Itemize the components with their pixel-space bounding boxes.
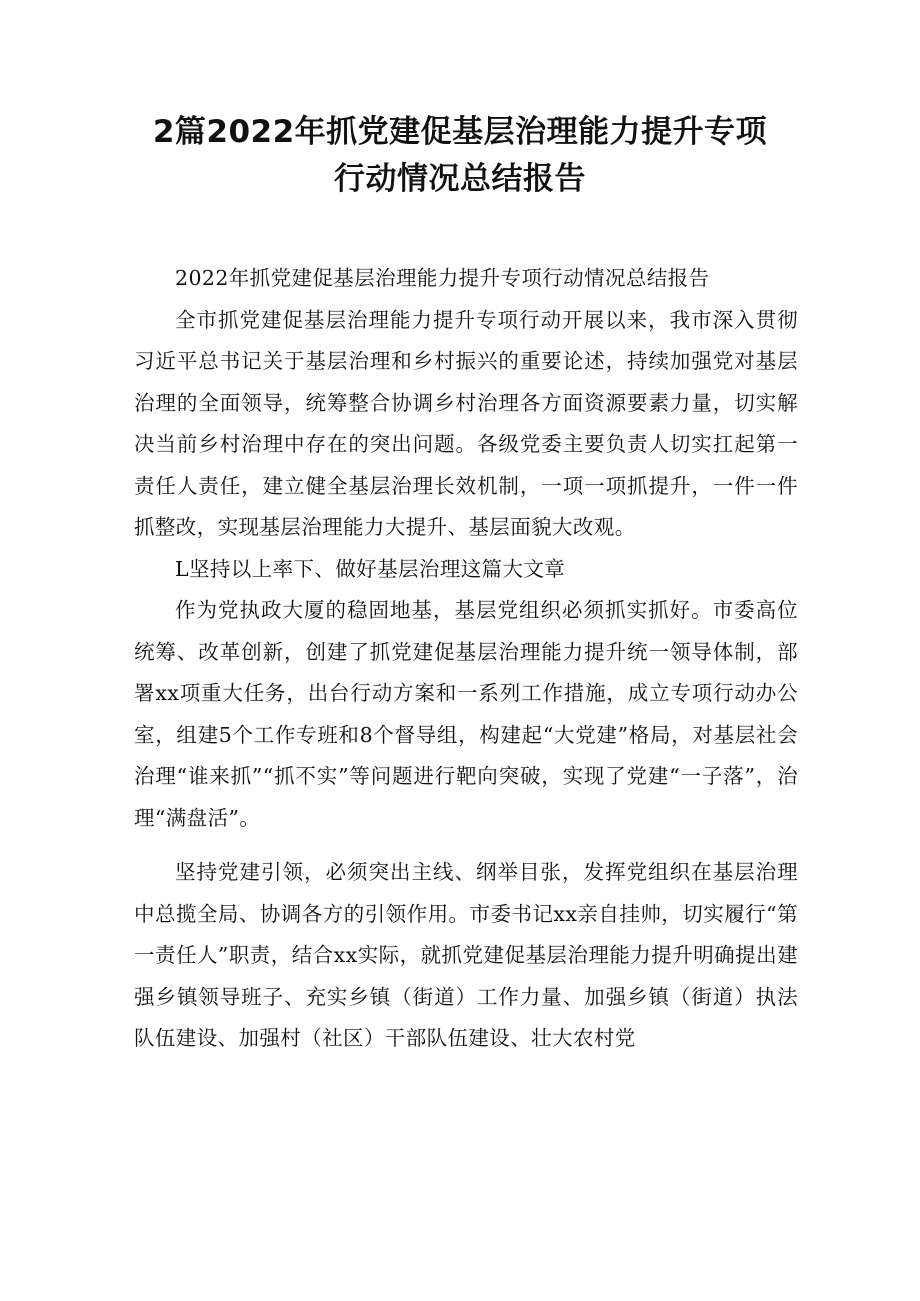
document-subtitle: 2022年抓党建促基层治理能力提升专项行动情况总结报告 bbox=[175, 266, 710, 290]
document-title-line-2: 行动情况总结报告 bbox=[334, 161, 586, 197]
paragraph-3: 坚持党建引领，必须突出主线、纲举目张，发挥党组织在基层治理中总揽全局、协调各方的引领作用。市委书记xx亲自挂帅，切实履行“第一责任人”职责，结合xx实际，就抓党建促基层治理能力提升明确提出建强乡镇领导班子、充实乡镇（街道）工作力量、加强乡镇（街道）执法队伍建设、加强村（社区）干部队伍建设、壮大农村党 bbox=[134, 860, 798, 1050]
document-title-line-1: 2篇2022年抓党建促基层治理能力提升专项 bbox=[152, 114, 768, 150]
paragraph-2: 作为党执政大厦的稳固地基，基层党组织必须抓实抓好。市委高位统筹、改革创新，创建了抓党建促基层治理能力提升统一领导体制，部署xx项重大任务，出台行动方案和一系列工作措施，成立专项行动办公室，组建5个工作专班和8个督导组，构建起“大党建”格局，对基层社会治理“谁来抓”“抓不实”等问题进行靶向突破，实现了党建“一子落”，治理“满盘活”。 bbox=[134, 598, 798, 830]
section-heading: L坚持以上率下、做好基层治理这篇大文章 bbox=[175, 556, 566, 581]
paragraph-spacer bbox=[134, 839, 798, 852]
paragraph-1: 全市抓党建促基层治理能力提升专项行动开展以来，我市深入贯彻习近平总书记关于基层治理和乡村振兴的重要论述，持续加强党对基层治理的全面领导，统筹整合协调乡村治理各方面资源要素力量，切实解决当前乡村治理中存在的突出问题。各级党委主要负责人切实扛起第一责任人责任，建立健全基层治理长效机制，一项一项抓提升，一件一件抓整改，实现基层治理能力大提升、基层面貌大改观。 bbox=[134, 307, 798, 539]
document-body bbox=[134, 258, 798, 1060]
